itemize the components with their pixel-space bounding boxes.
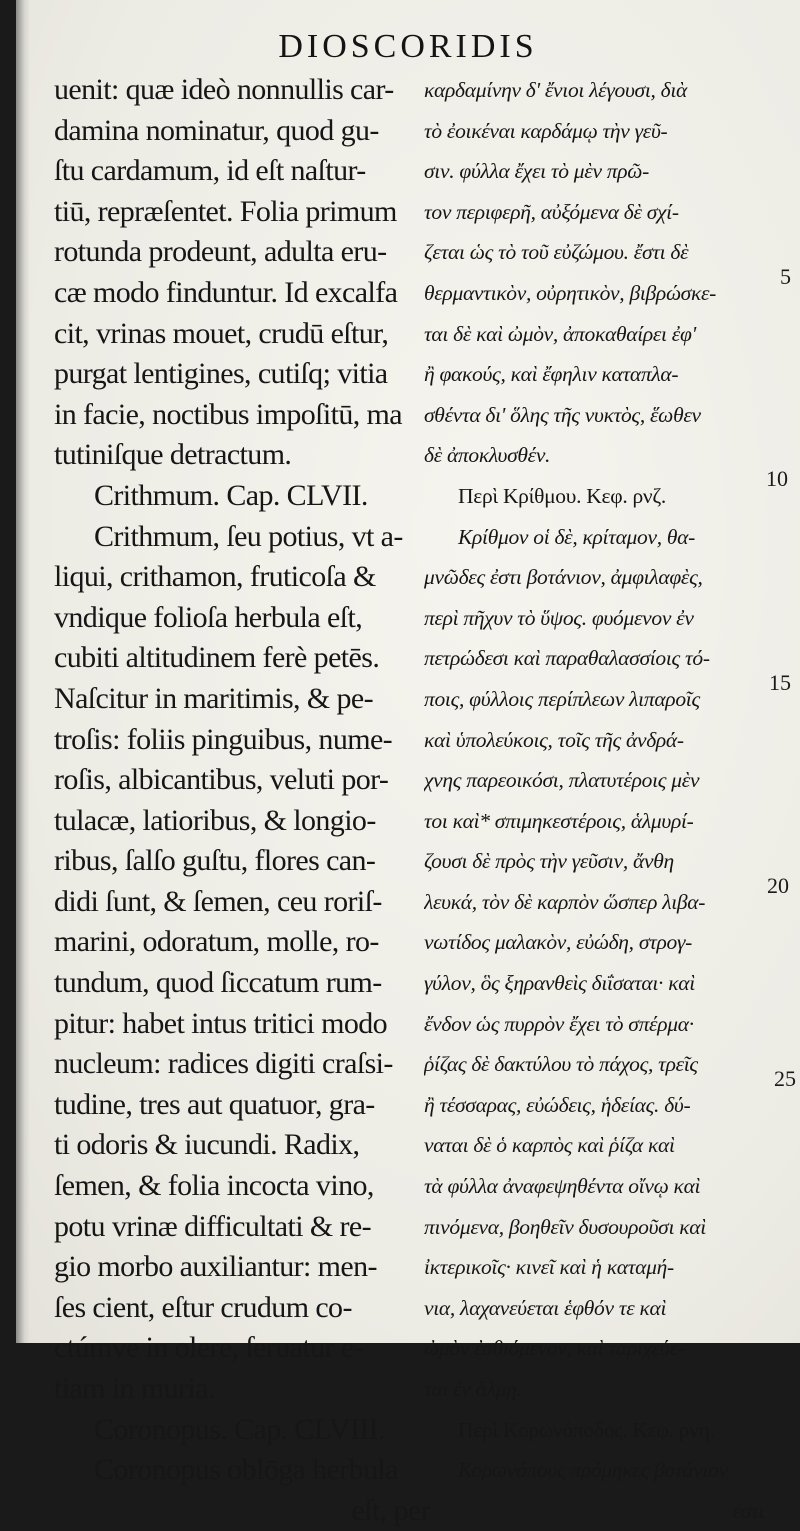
latin-line: ctúmve in olere, ſeruatur e- [54, 1331, 363, 1365]
latin-line: nucleum: radices digiti craſsi- [54, 1047, 393, 1081]
greek-line: θερμαντικὸν, οὐρητικὸν, βιβρώσκε- [424, 280, 717, 305]
greek-line: ῥίζας δὲ δακτύλου τὸ πάχος, τρεῖς [424, 1052, 698, 1077]
latin-line: ſes cient, eſtur crudum co- [54, 1290, 352, 1324]
latin-line: potu vrinæ difficultati & re- [54, 1209, 371, 1243]
latin-line: ſemen, & folia incocta vino, [54, 1169, 374, 1203]
margin-line-number: 20 [767, 873, 789, 898]
greek-line: χνης παρεοικόσι, πλατυτέροις μὲν [424, 768, 700, 793]
latin-column [54, 70, 430, 1531]
greek-line: ἢ τέσσαρας, εὐώδεις, ἡδείας. δύ- [424, 1092, 691, 1117]
latin-line: tundum, quod ſiccatum rum- [54, 966, 382, 1000]
greek-line: τον περιφερῆ, αὐξόμενα δὲ σχί- [424, 199, 679, 224]
latin-line: liqui, crithamon, fruticoſa & [54, 560, 376, 594]
greek-line: μνῶδες ἐστι βοτάνιον, ἀμφιλαφὲς, [424, 565, 703, 590]
margin-line-number: 10 [766, 466, 788, 491]
greek-line: ται ἐν ἅλμῃ. [424, 1377, 522, 1401]
latin-line: tulacæ, latioribus, & longio- [54, 803, 376, 837]
greek-line: καὶ ὑπολεύκοις, τοῖς τῆς ἀνδρά- [424, 727, 684, 752]
greek-line: σιν. φύλλα ἔχει τὸ μὲν πρῶ- [424, 159, 649, 184]
chapter-heading-coronopus: Coronopus. Cap. CLVIII. [94, 1412, 385, 1446]
greek-column [424, 70, 764, 1531]
gutter-shadow [16, 0, 30, 1343]
greek-line: πινόμενα, βοηθεῖν δυσουροῦσι καὶ [424, 1214, 706, 1239]
latin-line: troſis: foliis pinguibus, nume- [54, 722, 393, 756]
greek-chapter-heading-krithmon: Περὶ Κρίθμου. Κεφ. ρνζ. [458, 483, 666, 508]
greek-line: ζουσι δὲ πρὸς τὴν γεῦσιν, ἄνθη [424, 849, 674, 874]
greek-line: ποις, φύλλοις περίπλεων λιπαροῖς [424, 686, 700, 711]
greek-line: γύλον, ὃς ξηρανθεὶς διΐσαται· καὶ [424, 971, 695, 996]
greek-line: ἰκτερικοῖς· κινεῖ καὶ ἡ καταμή- [424, 1255, 674, 1280]
greek-line: τὰ φύλλα ἀναφεψηθέντα οἴνῳ καὶ [424, 1174, 701, 1199]
greek-line: σθέντα δι' ὅλης τῆς νυκτὸς, ἕωθεν [424, 402, 701, 427]
latin-line: rotunda prodeunt, adulta eru- [54, 235, 387, 269]
greek-line: ται δὲ καὶ ὠμὸν, ἀποκαθαίρει ἐφ' [424, 321, 696, 346]
running-head: DIOSCORIDIS [278, 28, 538, 65]
latin-line: roſis, albicantibus, veluti por- [54, 763, 389, 797]
greek-chapter-heading-koronopous: Περὶ Κορωνόποδος. Κεφ. ρνη. [458, 1417, 715, 1442]
latin-line: tutiniſque detractum. [54, 438, 292, 472]
latin-line: tiam in muria. [54, 1372, 215, 1405]
latin-line: vndique folioſa herbula eſt, [54, 600, 363, 634]
latin-line: damina nominatur, quod gu- [54, 113, 379, 147]
margin-line-number: 15 [769, 670, 791, 695]
latin-line: cit, vrinas mouet, crudū eſtur, [54, 316, 389, 350]
latin-line: tudine, tres aut quatuor, gra- [54, 1087, 375, 1121]
greek-line: περὶ πῆχυν τὸ ὕψος. φυόμενον ἐν [424, 605, 694, 630]
latin-line: didi ſunt, & ſemen, ceu roriſ- [54, 884, 382, 918]
greek-line: ναται δὲ ὁ καρπὸς καὶ ῥίζα καὶ [424, 1133, 675, 1158]
greek-line: λευκά, τὸν δὲ καρπὸν ὥσπερ λιβα- [424, 889, 706, 914]
latin-line: tiū, repræſentet. Folia primum [54, 194, 397, 228]
greek-line: καρδαμίνην δ' ἔνιοι λέγουσι, διὰ [424, 78, 688, 102]
latin-line: gio morbo auxiliantur: men- [54, 1250, 377, 1284]
book-page [16, 0, 800, 1527]
greek-line: δὲ ἀποκλυσθέν. [424, 443, 551, 468]
greek-line: Κρίθμον οἱ δὲ, κρίταμον, θα- [458, 524, 696, 549]
latin-line: ribus, ſalſo guſtu, flores can- [54, 844, 376, 878]
latin-line: in facie, noctibus impoſitū, ma [54, 397, 402, 431]
greek-line: πετρώδεσι καὶ παραθαλασσίοις τό- [424, 646, 710, 671]
latin-line: marini, odoratum, molle, ro- [54, 925, 379, 959]
greek-line: ζεται ὡς τὸ τοῦ εὐζώμου. ἔστι δὲ [424, 240, 689, 265]
greek-line: τοι καὶ* σπιμηκεστέροις, ἁλμυρί- [424, 808, 694, 833]
greek-line: ἐστι [732, 1498, 764, 1523]
latin-line: purgat lentigines, cutiſq; vitia [54, 357, 388, 391]
greek-line: νωτίδος μαλακὸν, εὐώδη, στρογ- [424, 930, 693, 955]
latin-line: cæ modo finduntur. Id excalfa [54, 275, 398, 309]
chapter-heading-crithmum: Crithmum. Cap. CLVII. [94, 478, 368, 512]
latin-line: ſtu cardamum, id eſt naſtur- [54, 154, 366, 188]
greek-line: ἔνδον ὡς πυρρὸν ἔχει τὸ σπέρμα· [424, 1011, 694, 1036]
margin-line-number: 25 [774, 1066, 796, 1091]
latin-line: ti odoris & iucundi. Radix, [54, 1128, 360, 1162]
margin-line-number: 5 [780, 264, 791, 289]
latin-line: Crithmum, ſeu potius, vt a- [94, 519, 403, 553]
greek-line: νια, λαχανεύεται ἑφθόν τε καὶ [424, 1295, 667, 1320]
greek-line: ἢ φακούς, καὶ ἔφηλιν καταπλα- [424, 362, 679, 387]
latin-line: pitur: habet intus tritici modo [54, 1006, 388, 1040]
latin-line: Coronopus oblōga herbula [94, 1453, 398, 1487]
latin-line: Naſcitur in maritimis, & pe- [54, 681, 373, 715]
greek-line: ὠμὸν ἐσθιόμενον, καὶ ταριχεύε- [424, 1336, 685, 1361]
greek-line: τὸ ἐοικέναι καρδάμῳ τὴν γεῦ- [424, 118, 668, 143]
latin-line: uenit: quæ ideò nonnullis car- [54, 73, 394, 106]
latin-line: cubiti altitudinem ferè petēs. [54, 641, 380, 675]
greek-line: Κορωνόπους πρόμηκες βοτάνιον [458, 1458, 728, 1483]
latin-line: eſt, per [351, 1493, 430, 1527]
